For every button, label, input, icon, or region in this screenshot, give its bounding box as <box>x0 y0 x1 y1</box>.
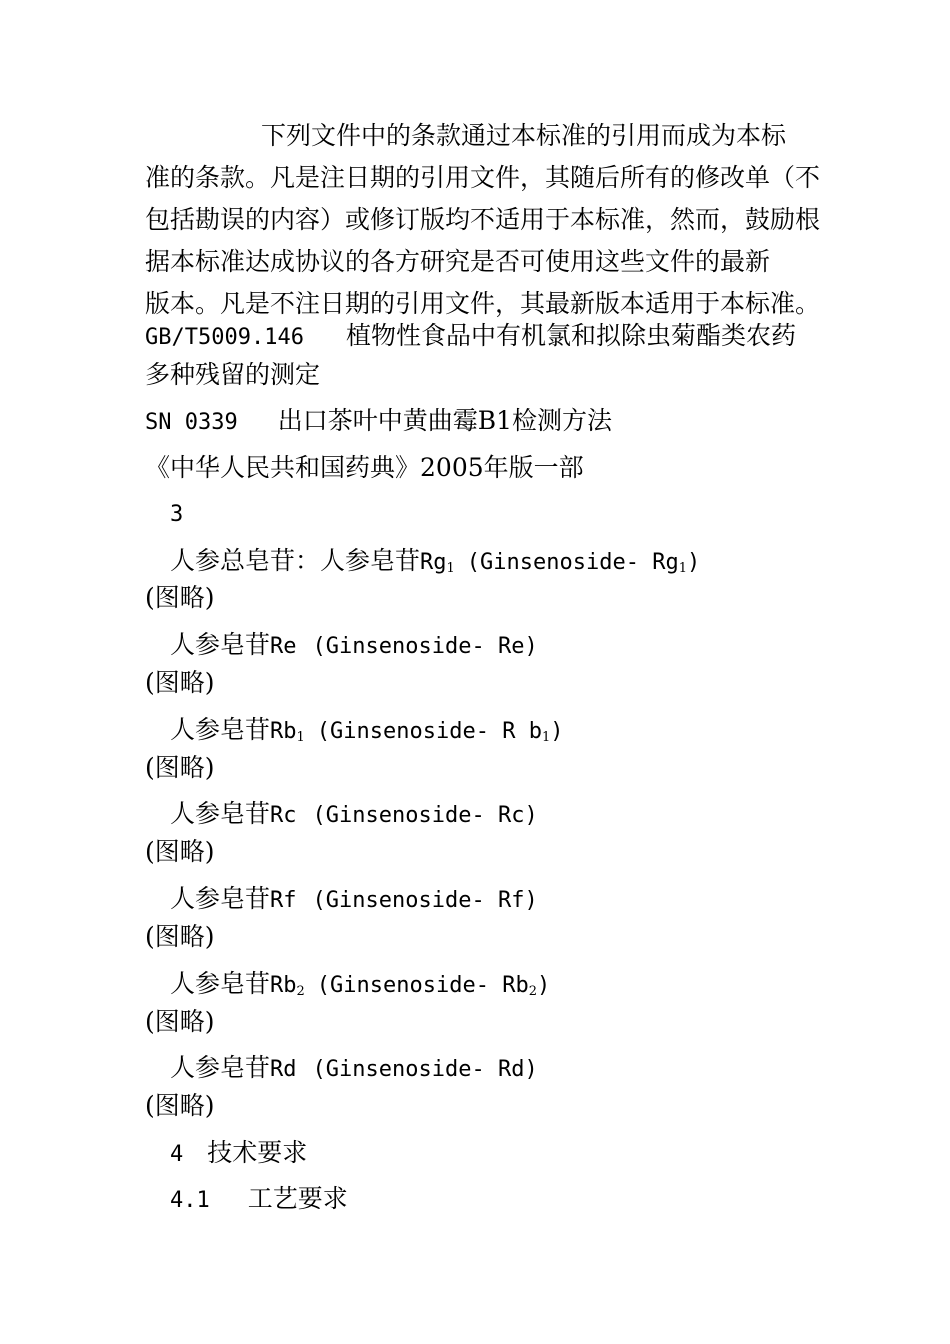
figure-omitted: (图略) <box>145 837 215 866</box>
reference-item <box>145 406 612 438</box>
figure-omitted: (图略) <box>145 753 215 782</box>
ginsenoside-item: 人参总皂苷：人参皂苷$Rg_1$ (Ginsenoside- $Rg_1$) <box>170 546 701 576</box>
ginsenoside-item: 人参皂苷$Rb_1$ (Ginsenoside- R $b_1$) <box>170 715 564 745</box>
reference-title: 出口茶叶中黄曲霉B1检测方法 <box>277 406 612 435</box>
subsection-number: 4.1 <box>170 1188 210 1213</box>
ginsenoside-item: 人参皂苷Rc (Ginsenoside- Rc) <box>170 799 538 828</box>
reference-code: SN 0339 <box>145 410 238 435</box>
intro-paragraph <box>145 115 821 325</box>
figure-omitted: (图略) <box>145 1007 215 1036</box>
section-title: 技术要求 <box>207 1138 308 1167</box>
ginsenoside-item: 人参皂苷Re (Ginsenoside- Re) <box>170 630 538 659</box>
section-number: 4 <box>170 1142 184 1167</box>
reference-item <box>145 321 796 353</box>
ginsenoside-item: 人参皂苷Rf (Ginsenoside- Rf) <box>170 884 538 913</box>
ginsenoside-item: 人参皂苷Rd (Ginsenoside- Rd) <box>170 1053 538 1082</box>
reference-item: 《中华人民共和国药典》2005年版一部 <box>145 453 584 482</box>
figure-omitted: (图略) <box>145 583 215 612</box>
subsection-title: 工艺要求 <box>247 1184 348 1213</box>
figure-omitted: (图略) <box>145 1091 215 1120</box>
intro-line: 据本标准达成协议的各方研究是否可使用这些文件的最新 <box>145 247 771 276</box>
figure-omitted: (图略) <box>145 922 215 951</box>
figure-omitted: (图略) <box>145 668 215 697</box>
reference-code: GB/T5009.146 <box>145 325 304 350</box>
ginsenoside-item: 人参皂苷$Rb_2$ (Ginsenoside- $Rb_2$) <box>170 969 551 999</box>
section-heading <box>170 1138 307 1170</box>
intro-line: 版本。凡是不注日期的引用文件，其最新版本适用于本标准。 <box>145 289 821 318</box>
section-number: 3 <box>170 502 184 527</box>
subsection-heading <box>170 1184 348 1216</box>
intro-line: 包括勘误的内容）或修订版均不适用于本标准，然而，鼓励根 <box>145 205 821 234</box>
intro-line: 下列文件中的条款通过本标准的引用而成为本标 <box>261 121 787 150</box>
reference-title-continued: 多种残留的测定 <box>145 360 321 389</box>
intro-line: 准的条款。凡是注日期的引用文件，其随后所有的修改单（不 <box>145 163 821 192</box>
reference-title: 植物性食品中有机氯和拟除虫菊酯类农药 <box>345 321 796 350</box>
